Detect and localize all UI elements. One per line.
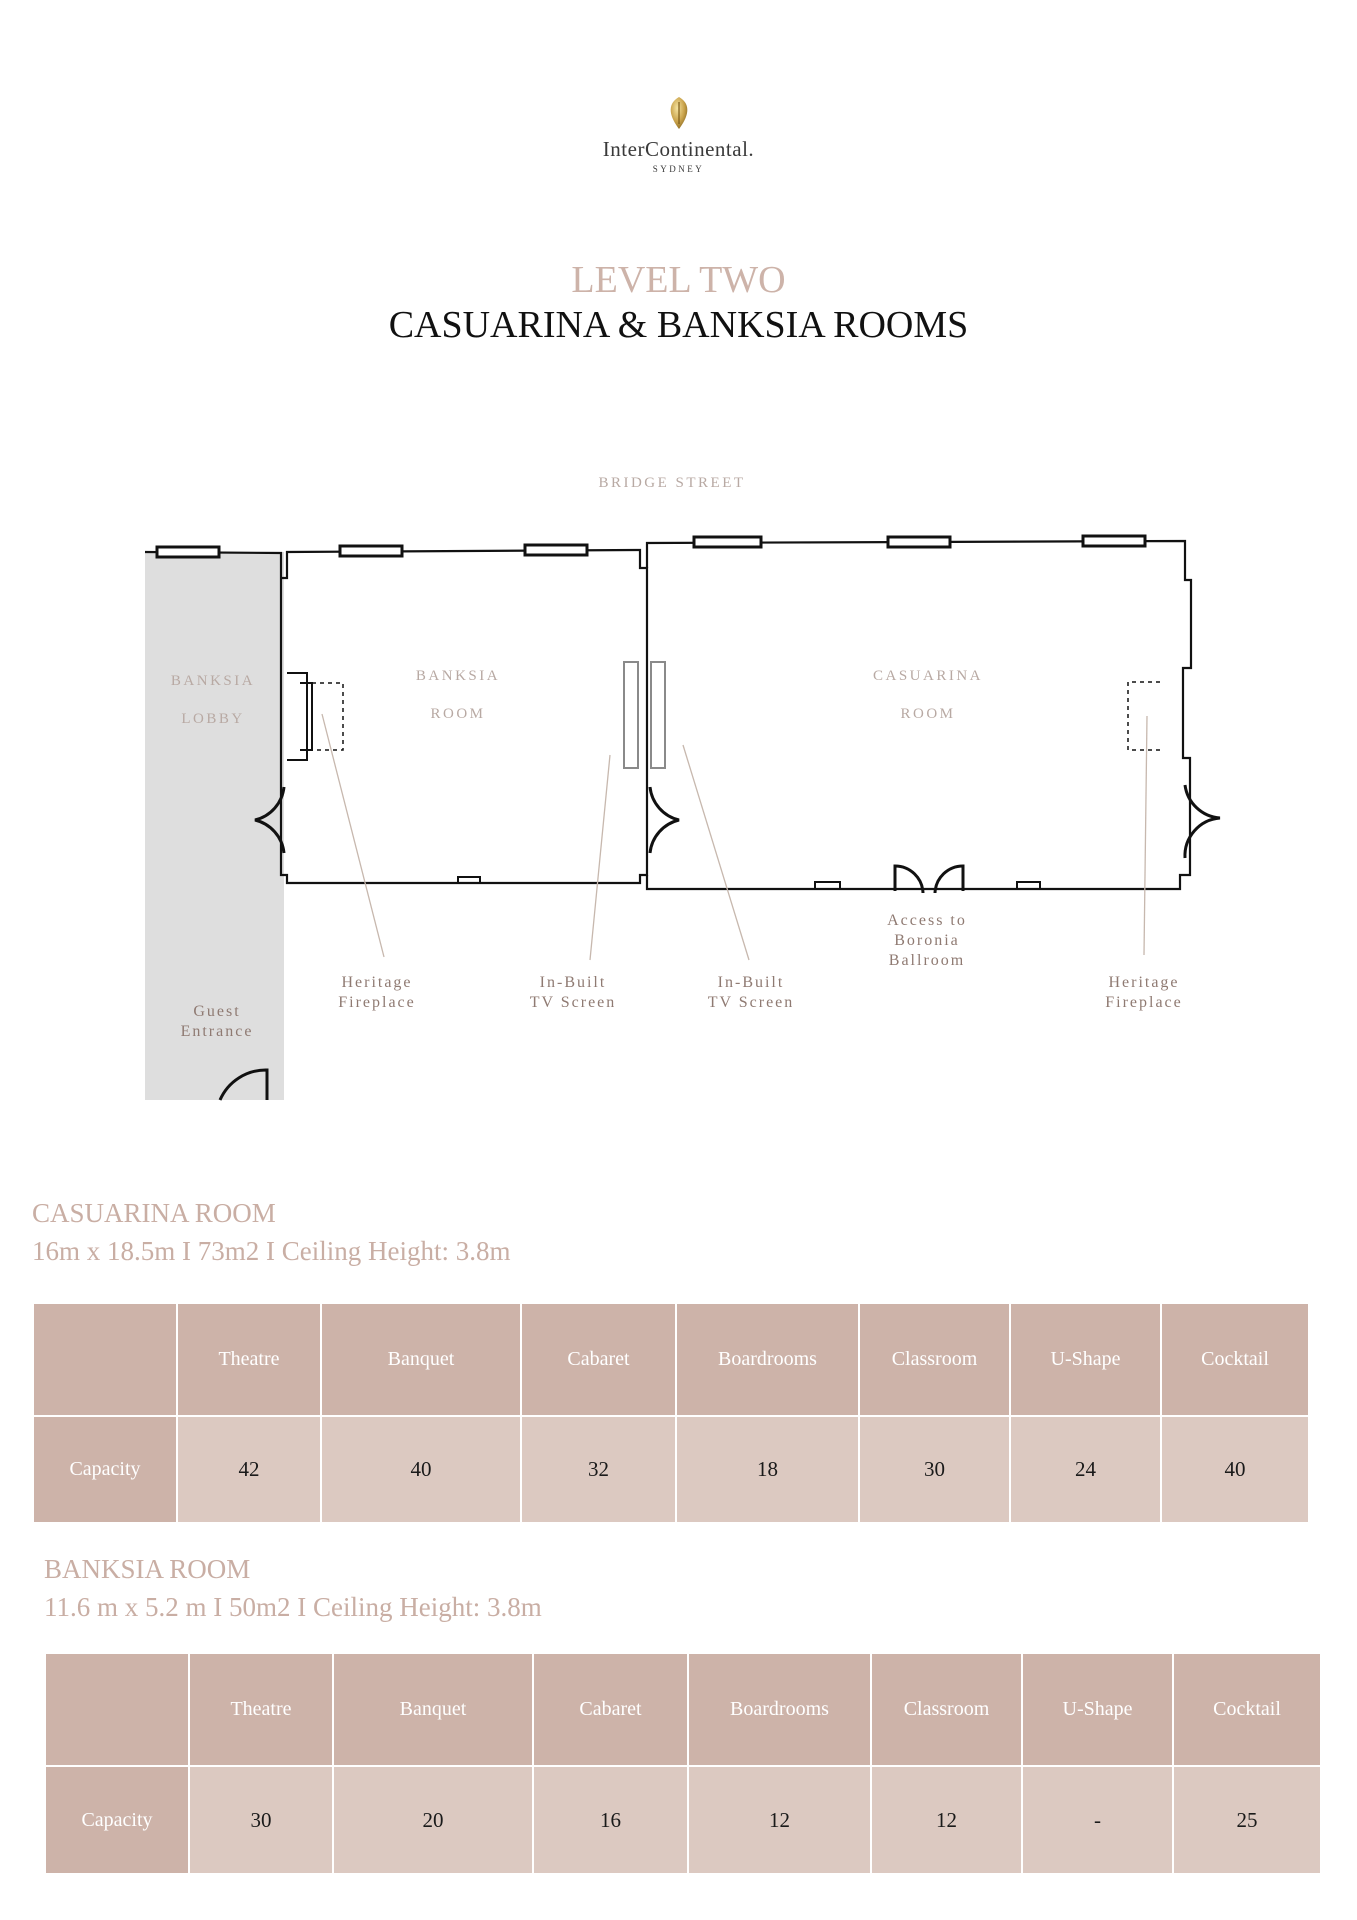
casuarina-cabaret-value: 32: [521, 1416, 676, 1523]
casuarina-classroom-value: 30: [859, 1416, 1010, 1523]
banksia-room-label-2: ROOM: [430, 706, 486, 722]
banksia-header-cocktail: Cocktail: [1173, 1653, 1321, 1766]
banksia-capacity-row: [45, 1766, 1321, 1874]
casuarina-capacity-table: [32, 1302, 1310, 1524]
fireplace-left-label-2: Fireplace: [338, 994, 416, 1011]
banksia-cabaret-value: 16: [533, 1766, 688, 1874]
banksia-theatre-value: 30: [189, 1766, 333, 1874]
casuarina-section-title: CASUARINA ROOM: [32, 1198, 276, 1228]
casuarina-room-label-2: ROOM: [900, 706, 956, 722]
banksia-banquet-value: 20: [333, 1766, 533, 1874]
banksia-classroom-value: 12: [871, 1766, 1022, 1874]
level-title: LEVEL TWO: [571, 259, 786, 301]
hotel-logo: [0, 96, 1357, 174]
banksia-dimensions: 11.6 m x 5.2 m I 50m2 I Ceiling Height: 3.8m: [44, 1592, 542, 1622]
casuarina-capacity-row: [33, 1416, 1309, 1523]
tv-left-label-1: In-Built: [539, 974, 607, 991]
guest-entrance-label-2: Entrance: [180, 1023, 254, 1040]
banksia-capacity-label: Capacity: [45, 1766, 189, 1874]
banksia-header-theatre: Theatre: [189, 1653, 333, 1766]
tv-right-label-1: In-Built: [717, 974, 785, 991]
tv-screen-left: [624, 662, 638, 768]
casuarina-header-cabaret: Cabaret: [521, 1303, 676, 1416]
floor-plan: [0, 460, 1357, 1120]
casuarina-boardrooms-value: 18: [676, 1416, 859, 1523]
casuarina-room-label-1: CASUARINA: [872, 668, 984, 684]
tv-right-label-2: TV Screen: [707, 994, 795, 1011]
rooms-title: CASUARINA & BANKSIA ROOMS: [388, 304, 969, 346]
logo-wordmark: InterContinental.: [602, 137, 755, 161]
banksia-ushape-value: -: [1022, 1766, 1173, 1874]
casuarina-header-cocktail: Cocktail: [1161, 1303, 1309, 1416]
casuarina-capacity-label: Capacity: [33, 1416, 177, 1523]
banksia-header-banquet: Banquet: [333, 1653, 533, 1766]
banksia-capacity-table: [44, 1652, 1322, 1875]
banksia-header-ushape: U-Shape: [1022, 1653, 1173, 1766]
banksia-header-boardrooms: Boardrooms: [688, 1653, 871, 1766]
banksia-header-row: [45, 1653, 1321, 1766]
casuarina-fireplace: [1128, 682, 1160, 750]
banksia-header-classroom: Classroom: [871, 1653, 1022, 1766]
tv-left-label-2: TV Screen: [529, 994, 617, 1011]
logo-emblem-icon: [664, 96, 694, 130]
doors: [220, 785, 1220, 1100]
fireplace-right-label-1: Heritage: [1108, 974, 1180, 991]
fireplace-left-label-1: Heritage: [341, 974, 413, 991]
guest-entrance-label-1: Guest: [193, 1003, 241, 1020]
logo-city: SYDNEY: [652, 164, 705, 174]
lobby-label-1: BANKSIA: [170, 673, 256, 689]
banksia-room-label-1: BANKSIA: [415, 668, 501, 684]
banksia-boardrooms-value: 12: [688, 1766, 871, 1874]
casuarina-header-boardrooms: Boardrooms: [676, 1303, 859, 1416]
fireplace-right-label-2: Fireplace: [1105, 994, 1183, 1011]
casuarina-ushape-value: 24: [1010, 1416, 1161, 1523]
casuarina-dimensions: 16m x 18.5m I 73m2 I Ceiling Height: 3.8m: [32, 1236, 511, 1266]
lobby-label-2: LOBBY: [181, 711, 245, 727]
banksia-header-blank: [45, 1653, 189, 1766]
street-label: BRIDGE STREET: [598, 475, 746, 491]
casuarina-header-ushape: U-Shape: [1010, 1303, 1161, 1416]
casuarina-banquet-value: 40: [321, 1416, 521, 1523]
banksia-fireplace: [287, 673, 307, 760]
tv-screen-right: [651, 662, 665, 768]
casuarina-theatre-value: 42: [177, 1416, 321, 1523]
casuarina-header-banquet: Banquet: [321, 1303, 521, 1416]
banksia-cocktail-value: 25: [1173, 1766, 1321, 1874]
ballroom-access-label-2: Boronia: [894, 932, 960, 949]
banksia-header-cabaret: Cabaret: [533, 1653, 688, 1766]
casuarina-header-row: [33, 1303, 1309, 1416]
ballroom-access-label-3: Ballroom: [888, 952, 966, 969]
ballroom-access-label-1: Access to: [887, 912, 967, 929]
windows: [157, 536, 1145, 557]
casuarina-header-blank: [33, 1303, 177, 1416]
casuarina-cocktail-value: 40: [1161, 1416, 1309, 1523]
casuarina-header-classroom: Classroom: [859, 1303, 1010, 1416]
casuarina-header-theatre: Theatre: [177, 1303, 321, 1416]
leader-lines: [322, 714, 1147, 960]
banksia-section-title: BANKSIA ROOM: [44, 1554, 251, 1584]
